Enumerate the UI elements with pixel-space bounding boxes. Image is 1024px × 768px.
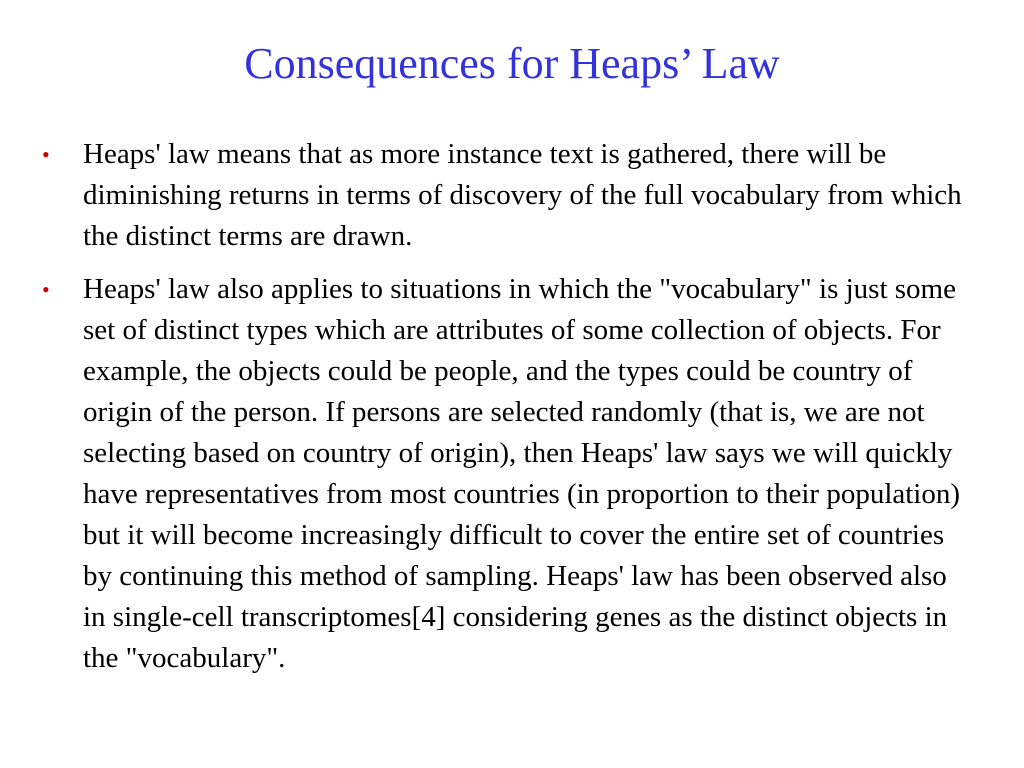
bullet-text: Heaps' law means that as more instance text is gathered, there will be diminishing returns in terms of discovery of the full vocabulary from which the distinct terms are drawn.: [83, 138, 962, 252]
slide-title: Consequences for Heaps’ Law: [244, 39, 780, 88]
bullet-item-2: [42, 269, 972, 679]
bullet-item-1: [42, 134, 972, 257]
bullet-text: Heaps' law also applies to situations in which the "vocabulary" is just some set of distinct types which are attributes of some collection of objects. For example, the objects could be people, and the types could be country of origin of the person. If persons are selected randomly (that is, we are not selecting based on country of origin), then Heaps' law says we will quickly have representatives from most countries (in proportion to their population) but it will become increasingly difficult to cover the entire set of countries by continuing this method of sampling. Heaps' law has been observed also in single-cell transcriptomes[4] considering genes as the distinct objects in the "vocabulary".: [83, 273, 961, 674]
bullet-marker-icon: •: [42, 277, 50, 302]
bullet-list: [42, 134, 972, 691]
bullet-marker-icon: •: [42, 142, 50, 167]
